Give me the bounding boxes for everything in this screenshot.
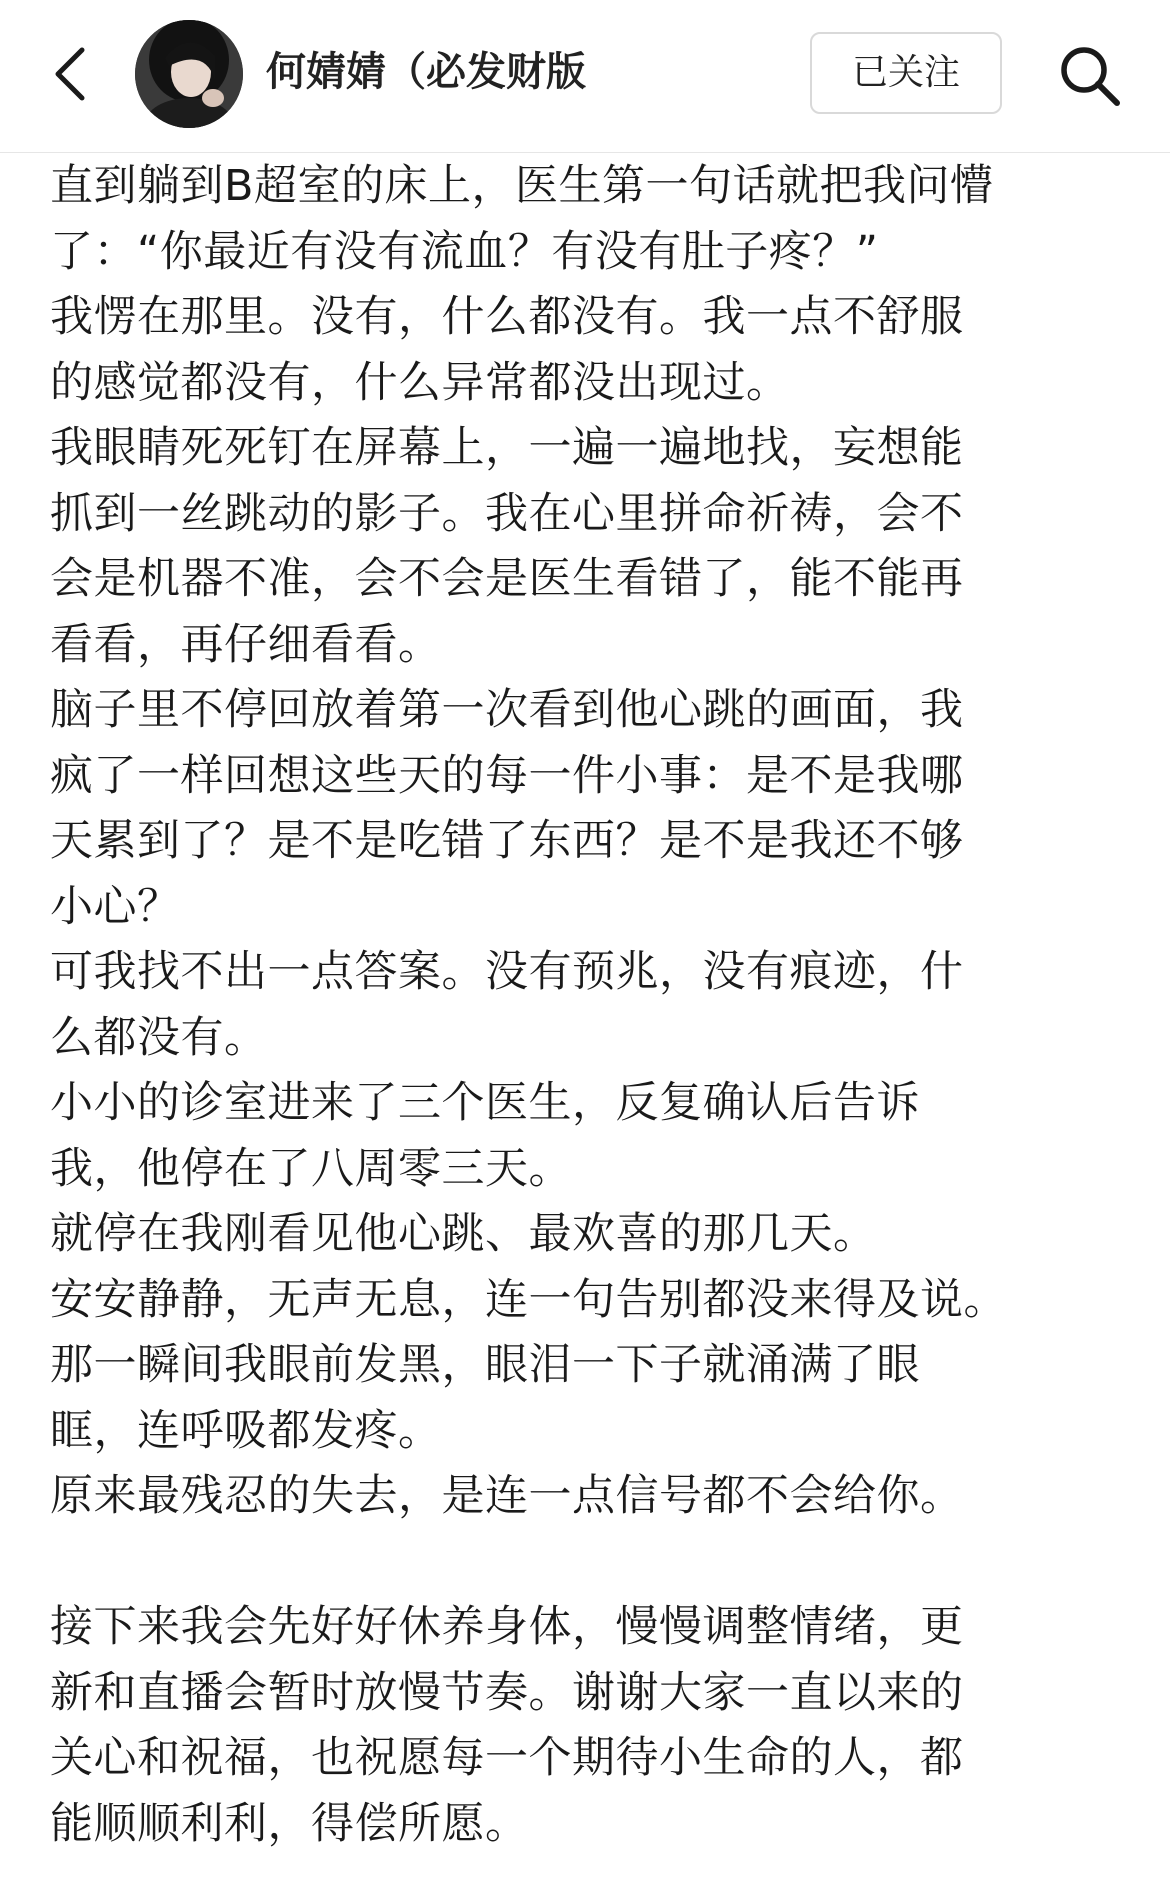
- post-text-line: 那一瞬间我眼前发黑，眼泪一下子就涌满了眼: [50, 1340, 920, 1390]
- post-text-line: 原来最残忍的失去，是连一点信号都不会给你。: [50, 1471, 964, 1521]
- post-text-line: 么都没有。: [50, 1012, 268, 1063]
- post-text-line: 小心？: [50, 881, 181, 932]
- chevron-left-icon: [50, 44, 90, 104]
- post-text-line: 就停在我刚看见他心跳、最欢喜的那几天。: [50, 1209, 877, 1259]
- follow-button[interactable]: 已关注: [810, 32, 1002, 114]
- post-text-line: 我眼睛死死钉在屏幕上，一遍一遍地找，妄想能: [50, 423, 964, 473]
- post-text-line: 可我找不出一点答案。没有预兆，没有痕迹，什: [50, 947, 964, 997]
- post-text-line: 疯了一样回想这些天的每一件小事：是不是我哪: [50, 750, 964, 801]
- post-text-line: 关心和祝福，也祝愿每一个期待小生命的人，都: [50, 1733, 964, 1783]
- post-text-line: 抓到一丝跳动的影子。我在心里拼命祈祷，会不: [50, 488, 964, 539]
- post-text-line: 看看，再仔细看看。: [50, 619, 442, 670]
- post-text-line: 眶，连呼吸都发疼。: [50, 1405, 442, 1456]
- post-text-line: 的感觉都没有，什么异常都没出现过。: [50, 357, 790, 408]
- user-avatar: [135, 20, 243, 128]
- post-text-line: 了：“你最近有没有流血？有没有肚子疼？”: [50, 226, 879, 277]
- author-name[interactable]: 何婧婧（必发财版: [266, 49, 586, 95]
- post-text-line: 我，他停在了八周零三天。: [50, 1143, 572, 1194]
- search-icon: [1057, 43, 1123, 109]
- post-content: [50, 154, 1130, 1857]
- post-text-line: 安安静静，无声无息，连一句告别都没来得及说。: [50, 1274, 1007, 1325]
- back-button[interactable]: [38, 36, 102, 112]
- top-bar: [0, 0, 1170, 153]
- post-text-line: 接下来我会先好好休养身体，慢慢调整情绪，更: [50, 1602, 964, 1652]
- post-text-line: 能顺顺利利，得偿所愿。: [50, 1798, 529, 1849]
- post-text-line: 新和直播会暂时放慢节奏。谢谢大家一直以来的: [50, 1667, 964, 1718]
- paragraph-gap: [50, 1530, 1130, 1596]
- post-text-line: 我愣在那里。没有，什么都没有。我一点不舒服: [50, 292, 964, 342]
- search-button[interactable]: [1050, 36, 1130, 116]
- post-text-line: 小小的诊室进来了三个医生，反复确认后告诉: [50, 1078, 920, 1128]
- post-text-line: 直到躺到B超室的床上，医生第一句话就把我问懵: [50, 161, 994, 211]
- post-text-line: 天累到了？是不是吃错了东西？是不是我还不够: [50, 816, 964, 866]
- post-text-line: 脑子里不停回放着第一次看到他心跳的画面，我: [50, 685, 964, 735]
- avatar[interactable]: [135, 20, 243, 128]
- post-text-line: 会是机器不准，会不会是医生看错了，能不能再: [50, 554, 964, 604]
